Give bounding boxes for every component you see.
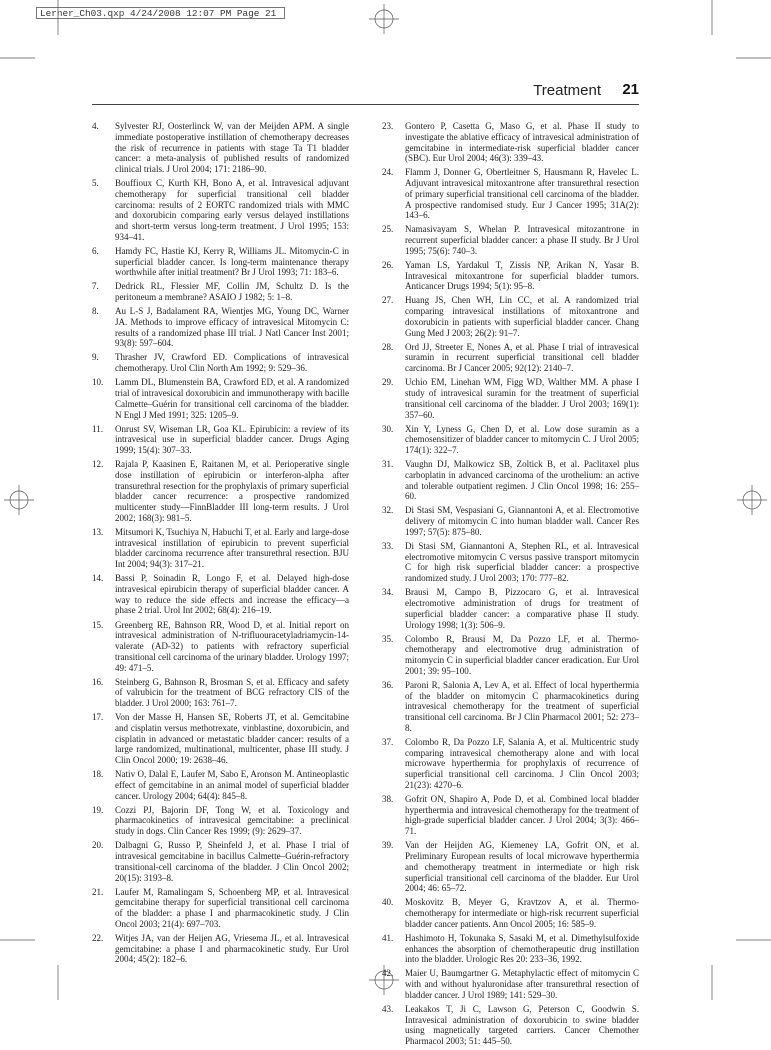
reference-text: Xin Y, Lyness G, Chen D, et al. Low dose suramin as a chemosensitizer of bladder cancer to mitomycin C. J Urol 2005; 174(1): 322–7. [405,423,639,456]
reference-number: 29. [382,377,394,388]
reference-number: 13. [92,526,104,537]
reference-item [382,224,639,256]
reference-text: Moskovitz B, Meyer G, Kravtzov A, et al. Thermo-chemotherapy for intermediate or high-risk recurrent superficial bladder cancer patients. Ann Oncol 2005; 16: 585–9. [405,897,639,929]
reference-item [92,805,349,837]
reference-item [92,352,349,374]
reference-number: 12. [92,459,104,470]
reference-column-left [92,121,349,968]
reference-item [382,121,639,164]
reference-number: 25. [382,224,394,235]
reference-number: 34. [382,587,394,598]
reference-item [92,677,349,709]
reference-item [92,306,349,349]
reference-number: 17. [92,712,104,723]
reference-text: Dalbagni G, Russo P, Sheinfeld J, et al. Phase I trial of intravesical gemcitabine in bacillus Calmette–Guérin-refractory transitional-cell carcinoma of the bladder. J Clin Oncol 2002; 20(15): 3193–8. [115,840,349,883]
reference-item [92,246,349,278]
reference-text: Yaman LS, Yardakul T, Zissis NP, Arikan N, Yasar B. Intravesical mitoxantrone for superficial bladder tumors. Anticancer Drugs 1994; 5(1): 95–8. [405,259,639,292]
reference-number: 31. [382,459,394,470]
reference-text: Mitsumori K, Tsuchiya N, Habuchi T, et al. Early and large-dose intravesical instillation of epirubicin to prevent superficial bladder carcinoma recurrence after transurethral resection. BJU Int 2004; 94(3): 317–21. [115,526,349,570]
reference-number: 9. [92,352,99,363]
reference-text: Di Stasi SM, Vespasiani G, Giannantoni A, et al. Electromotive delivery of mitomycin C into human bladder wall. Cancer Res 1997; 57(5): 875–80. [405,505,639,537]
reference-text: Vaughn DJ, Malkowicz SB, Zoltick B, et al. Paclitaxel plus carboplatin in advanced carcinoma of the urothelium: an active and tolerable outpatient regimen. J Clin Oncol 1998; 16: 255–60. [405,459,639,502]
reference-item [382,260,639,292]
reference-item [382,295,639,338]
reference-item [382,897,639,929]
reference-text: Bassi P, Soinadin R, Longo F, et al. Delayed high-dose intravesical epirubicin therapy of superficial bladder cancer. A way to reduce the side effects and increase the efficacy—a phase 2 trial. Urol Int 2002; 68(4): 216–19. [115,573,349,616]
reference-number: 10. [92,377,104,388]
reference-number: 32. [382,505,394,516]
reference-item [92,620,349,674]
reference-item [92,121,349,175]
reference-item [92,377,349,420]
reference-number: 38. [382,793,394,804]
reference-number: 6. [92,245,99,256]
reference-number: 37. [382,736,394,747]
reference-column-right [382,121,639,1050]
reference-number: 15. [92,619,104,630]
reference-item [382,459,639,502]
reference-text: Dedrick RL, Flessier MF, Collin JM, Schultz D. Is the peritoneum a membrane? ASAIO J 1982; 5: 1–8. [115,281,349,303]
reference-text: Witjes JA, van der Heijen AG, Vriesema JL, et al. Intravesical gemcitabine: a phase I and pharmacokinetic study. Eur Urol 2004; 45(2): 182–6. [115,932,349,965]
reference-text: Maier U, Baumgartner G. Metaphylactic effect of mitomycin C with and without hyaluronidase after transurethral resection of bladder cancer. J Urol 1989; 141: 529–30. [405,968,639,1000]
reference-number: 7. [92,281,99,292]
reference-text: Leakakos T, Ji C, Lawson G, Peterson C, Goodwin S. Intravesical administration of doxorubicin to swine bladder using magnetically targeted carriers. Cancer Chemother Pharmacol 2003; 51: 445–50. [405,1003,639,1047]
reference-number: 40. [382,897,394,908]
reference-item [92,178,349,243]
running-title: Treatment [533,82,601,99]
reference-number: 18. [92,769,104,780]
reference-text: Thrasher JV, Crawford ED. Complications of intravesical chemotherapy. Urol Clin North Am 1992; 9: 529–36. [115,352,349,374]
reference-number: 35. [382,633,394,644]
reference-item [382,587,639,630]
reference-text: Colombo R, Brausi M, Da Pozzo LF, et al. Thermo-chemotherapy and electromotive drug administration of mitomycin C in superficial bladder cancer eradication. Eur Urol 2001; 39: 95–100. [405,633,639,676]
reference-item [382,377,639,420]
reference-text: Namasivayam S, Whelan P. Intravesical mitozantrone in recurrent superficial bladder cancer: a phase II study. Br J Urol 1995; 75(6): 740–3. [405,224,639,256]
reference-item [92,459,349,524]
reference-number: 5. [92,178,99,189]
reference-number: 11. [92,423,103,434]
reference-list-left [92,121,349,965]
reference-item [382,505,639,537]
reference-item [382,840,639,894]
reference-text: Au L-S J, Badalament RA, Wientjes MG, Young DC, Warner JA. Methods to improve efficacy of intravesical Mitomycin C: results of a randomized phase III trial. J Natl Cancer Inst 2001; 93(8): 597–604. [115,306,349,349]
reference-text: Di Stasi SM, Giannantoni A, Stephen RL, et al. Intravesical electromotive mitomycin C versus passive transport mitomycin C for high risk superficial bladder cancer: a prospective randomized study. J Urol 2003; 170: 777–82. [405,540,639,584]
reference-text: Von der Masse H, Hansen SE, Roberts JT, et al. Gemcitabine and cisplatin versus methotrexate, vinblastine, doxorubicin, and cisplatin in advanced or metastatic bladder cancer: results of a large randomized, multinational, multicenter, phase III study. J Clin Oncol 2000; 19: 2638–46. [115,712,349,766]
reference-text: Gofrit ON, Shapiro A, Pode D, et al. Combined local bladder hyperthermia and intravesical chemotherapy for the treatment of high-grade superficial bladder cancer. J Urol 2004; 3(3): 466–71. [405,793,639,837]
reference-number: 30. [382,423,394,434]
reference-number: 36. [382,679,394,690]
registration-mark-top [369,4,399,34]
reference-text: Hashimoto H, Tokunaka S, Sasaki M, et al. Dimethylsulfoxide enhances the absorption of chemotherapeutic drug instillation into the bladder. Urologic Res 20: 233–36, 1992. [405,932,639,965]
reference-number: 26. [382,259,394,270]
reference-text: Paroni R, Salonia A, Lev A, et al. Effect of local hyperthermia of the bladder on mitomycin C pharmacokinetics during intravesical chemotherapy for the treatment of superficial transitional cell carcinoma. Br J Clin Pharmacol 2001; 52: 273–8. [405,679,639,733]
reference-text: Ord JJ, Streeter E, Nones A, et al. Phase I trial of intravesical suramin in recurrent superficial transitional cell bladder carcinoma. Br J Cancer 2005; 92(12): 2140–7. [405,341,639,374]
reference-text: Hamdy FC, Hastie KJ, Kerry R, Williams JL. Mitomycin-C in superficial bladder cancer. Is long-term maintenance therapy worthwhile after initial treatment? Br J Urol 1993; 71: 183–6. [115,245,349,278]
reference-item [382,933,639,965]
reference-number: 39. [382,840,394,851]
registration-mark-right [737,485,767,515]
print-slug: Lerner_Ch03.qxp 4/24/2008 12:07 PM Page 21 [36,7,285,19]
reference-text: Sylvester RJ, Oosterlinck W, van der Meijden APM. A single immediate postoperative instillation of chemotherapy decreases the risk of recurrence in patients with stage Ta T1 bladder cancer: a meta-analysis of published results of randomized clinical trials. J Urol 2004; 171: 2186–90. [115,121,349,174]
reference-item [382,541,639,584]
reference-number: 41. [382,932,394,943]
reference-number: 33. [382,540,394,551]
reference-text: Rajala P, Kaasinen E, Raitanen M, et al. Perioperative single dose instillation of epirubicin or interferon-alpha after transurethral resection for the prophylaxis of primary superficial bladder cancer recurrence: a prospective randomized multicenter study—FinnBladder III long-term results. J Urol 2002; 168(3): 981–5. [115,459,349,523]
reference-item [382,1004,639,1047]
reference-item [382,424,639,456]
reference-text: Bouffioux C, Kurth KH, Bono A, et al. Intravesical adjuvant chemotherapy for superficial transitional cell bladder carcinoma: results of 2 EORTC randomized trials with MMC and doxorubicin comparing early versus delayed instillations and short-term versus long-term treatment. J Urol 1995; 153: 934–41. [115,178,349,242]
reference-item [92,769,349,801]
reference-number: 8. [92,306,99,317]
reference-number: 4. [92,121,99,131]
reference-item [382,680,639,734]
reference-text: Huang JS, Chen WH, Lin CC, et al. A randomized trial comparing intravesical instillations of mitoxantrone and doxorubicin in patients with superficial bladder cancer. Chang Gung Med J 2003; 26(2): 91–7. [405,295,639,338]
registration-mark-left [4,485,34,515]
reference-number: 19. [92,804,104,815]
reference-item [382,968,639,1000]
reference-item [382,634,639,677]
reference-item [92,281,349,303]
reference-text: Nativ O, Dalal E, Laufer M, Sabo E, Aronson M. Antineoplastic effect of gemcitabine in an animal model of superficial bladder cancer. Urology 2004; 64(4): 845–8. [115,769,349,801]
reference-number: 24. [382,167,394,178]
reference-number: 16. [92,676,104,687]
reference-item [382,342,639,374]
reference-item [382,737,639,791]
reference-text: Van der Heijden AG, Kiemeney LA, Gofrit ON, et al. Preliminary European results of local microwave hyperthermia and chemotherapy treatment in intermediate or high risk superficial transitional cell carcinoma of the bladder. Eur Urol 2004; 46: 65–72. [405,840,639,894]
reference-text: Flamm J, Donner G, Obertleitner S, Hausmann R, Havelec L. Adjuvant intravesical mitoxantrone after transurethral resection of primary superficial transitional cell carcinoma of the bladder. A prospective randomised study. Eur J Cancer 1995; 31A(2): 143–6. [405,167,639,221]
reference-item [92,573,349,616]
reference-text: Gontero P, Casetta G, Maso G, et al. Phase II study to investigate the ablative efficacy of intravesical administration of gemcitabine in intermediate-risk superficial bladder cancer (SBC). Eur Urol 2004; 46(3): 339–43. [405,121,639,164]
reference-item [92,933,349,965]
reference-text: Greenberg RE, Bahnson RR, Wood D, et al. Initial report on intravesical administration of N-trifluouracetyladriamycin-14-valerate (AD-32) to patients with refractory superficial transitional cell carcinoma of the urinary bladder. Urology 1997; 49: 471–5. [115,619,349,673]
reference-number: 43. [382,1003,394,1014]
reference-text: Onrust SV, Wiseman LR, Goa KL. Epirubicin: a review of its intravesical use in superficial bladder cancer. Drugs Aging 1999; 15(4): 307–33. [115,423,349,456]
reference-number: 42. [382,968,394,979]
reference-item [382,794,639,837]
page-number: 21 [622,81,639,98]
reference-number: 21. [92,886,104,897]
reference-item [92,840,349,883]
reference-item [92,887,349,930]
reference-item [92,527,349,570]
reference-item [382,167,639,221]
reference-text: Lamm DL, Blumenstein BA, Crawford ED, et al. A randomized trial of intravesical doxorubicin and immunotherapy with bacille Calmette–Guérin for transitional cell carcinoma of the bladder. N Engl J Med 1991; 325: 1205–9. [115,377,349,420]
reference-number: 27. [382,295,394,306]
reference-list-right [382,121,639,1047]
reference-number: 23. [382,121,394,131]
reference-text: Brausi M, Campo B, Pizzocaro G, et al. Intravesical electromotive administration of drugs for treatment of superficial bladder cancer: a comparative phase II study. Urology 1998; 1(3): 506–9. [405,587,639,630]
reference-number: 28. [382,341,394,352]
reference-text: Colombo R, Da Pozzo LF, Salania A, et al. Multicentric study comparing intravesical chemotherapy alone and with local microwave hyperthermia for prophylaxis of recurrence of superficial transitional cell carcinoma. J Clin Oncol 2003; 21(23): 4270–6. [405,736,639,790]
reference-item [92,424,349,456]
reference-text: Steinberg G, Bahnson R, Brosman S, et al. Efficacy and safety of valrubicin for the treatment of BCG refractory CIS of the bladder. J Urol 2000; 163: 761–7. [115,676,349,709]
reference-text: Cozzi PJ, Bajorin DF, Tong W, et al. Toxicology and pharmacokinetics of intravesical gemcitabine: a preclinical study in dogs. Clin Cancer Res 1999; (9): 2629–37. [115,804,349,837]
running-header [92,82,639,105]
reference-text: Laufer M, Ramalingam S, Schoenberg MP, et al. Intravesical gemcitabine therapy for superficial transitional cell carcinoma of the bladder: a phase I and pharmacokinetic study. J Clin Oncol 2003; 21(4): 697–703. [115,886,349,929]
reference-item [92,712,349,766]
reference-number: 20. [92,840,104,851]
reference-number: 22. [92,932,104,943]
reference-text: Uchio EM, Linehan WM, Figg WD, Walther MM. A phase I study of intravesical suramin for the treatment of superficial transitional cell carcinoma of the bladder. J Urol 2003; 169(1): 357–60. [405,377,639,420]
reference-number: 14. [92,573,104,584]
